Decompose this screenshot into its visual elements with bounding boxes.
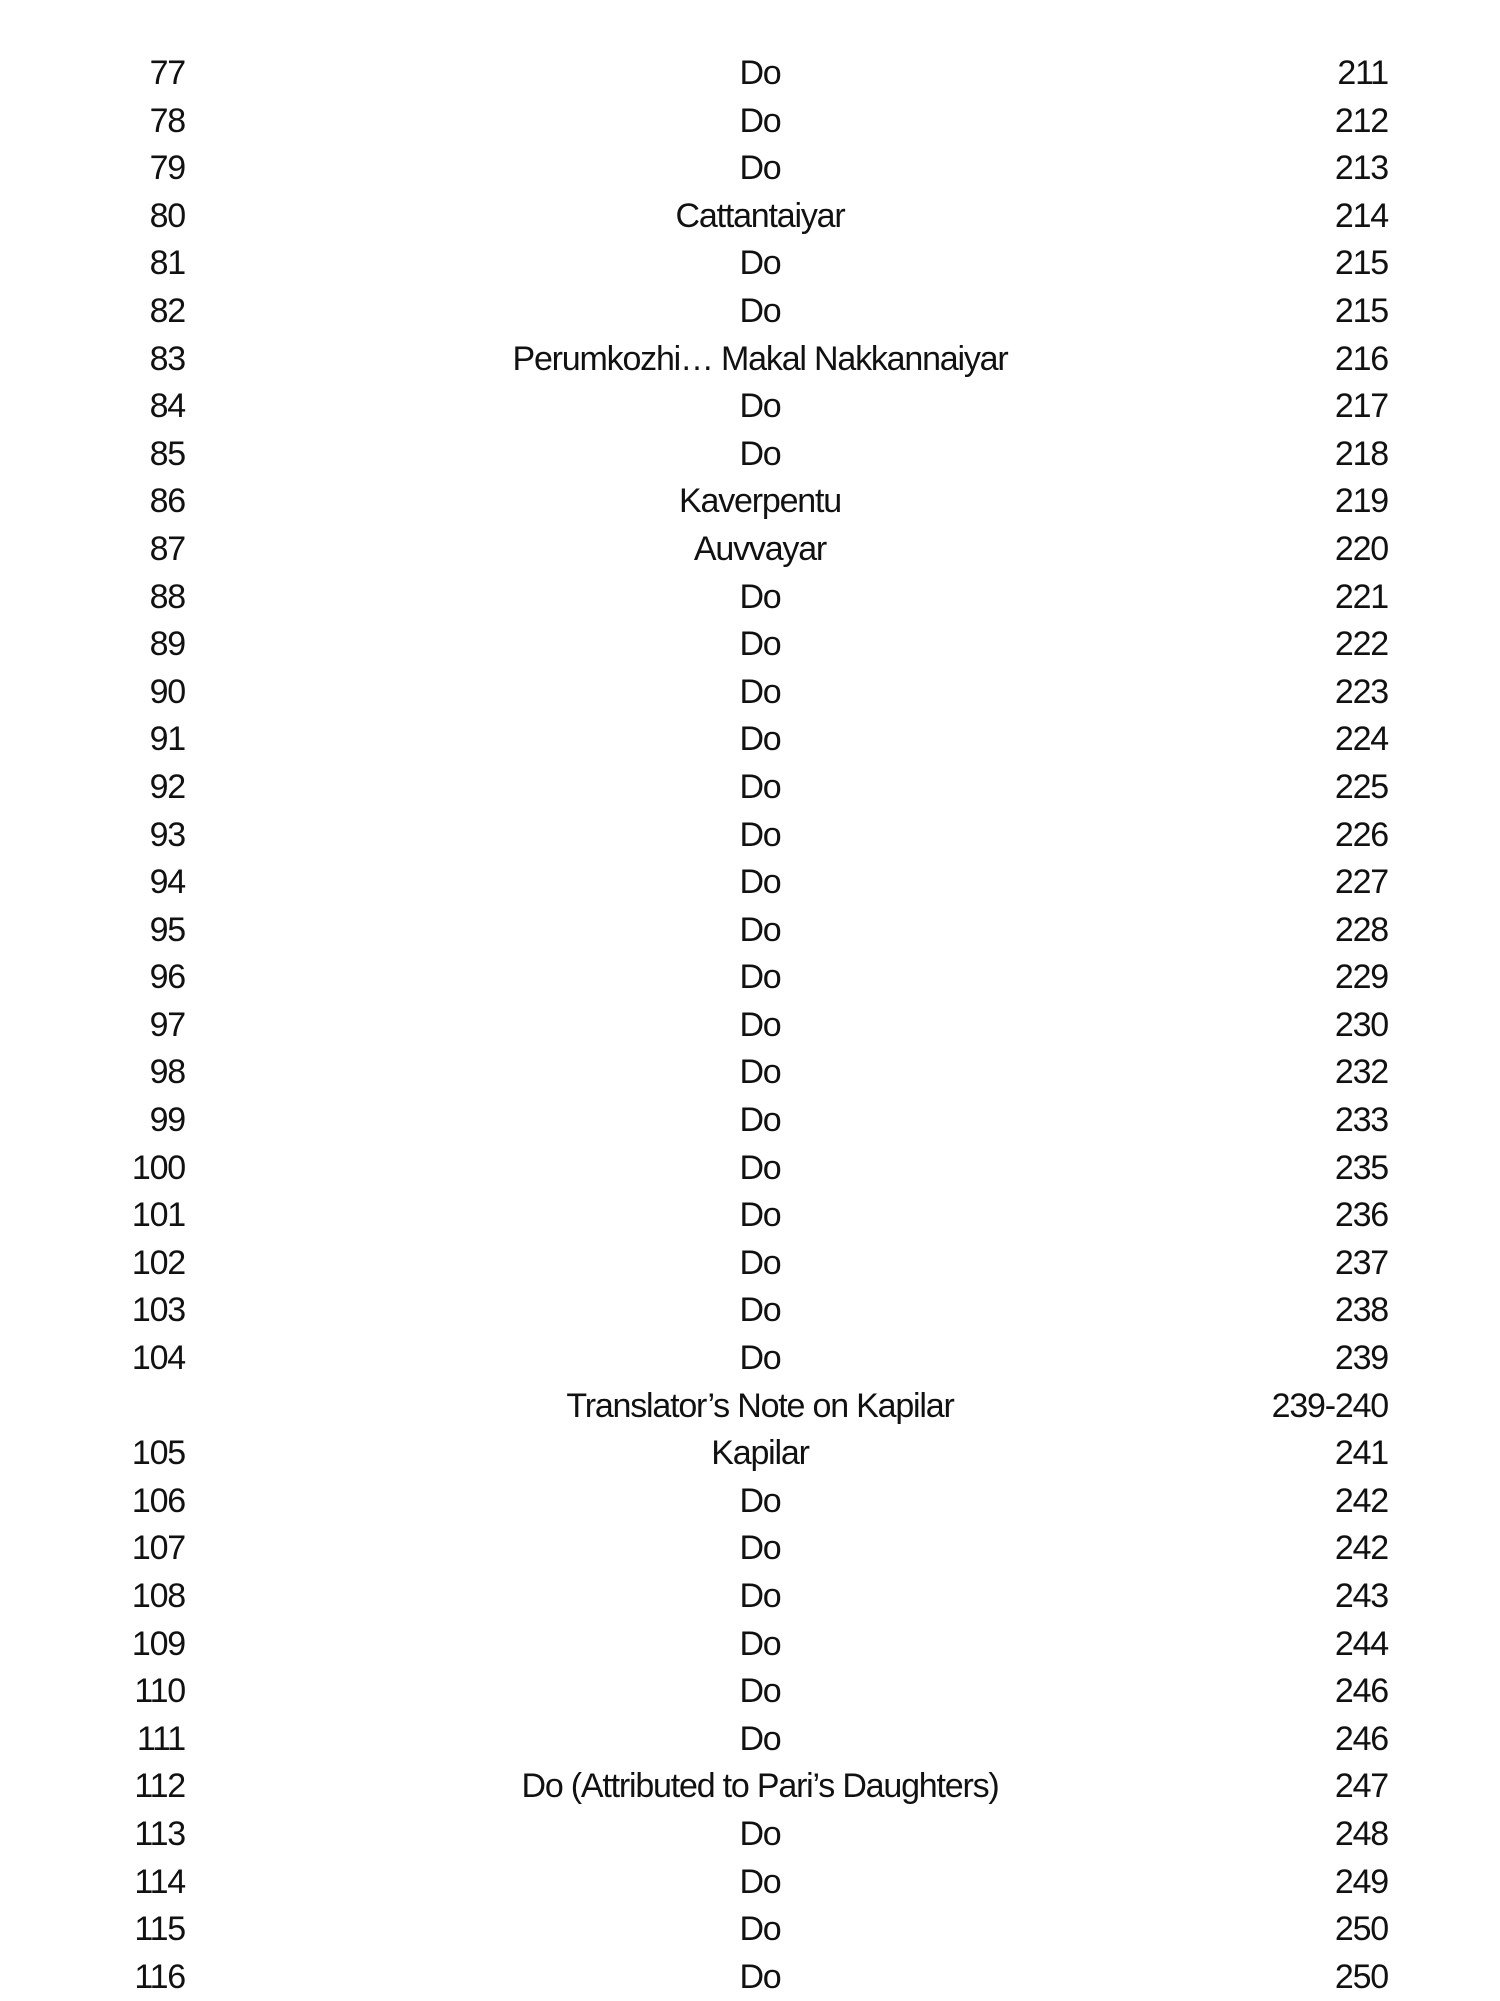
table-row xyxy=(100,669,1400,717)
table-row xyxy=(100,336,1400,384)
poet-name: Do xyxy=(739,625,781,664)
table-row xyxy=(100,1287,1400,1335)
poem-number: 79 xyxy=(149,149,185,188)
poem-number: 107 xyxy=(131,1529,185,1568)
poet-name: Do xyxy=(739,387,781,426)
poem-number: 101 xyxy=(131,1196,185,1235)
poem-number: 99 xyxy=(149,1101,185,1140)
poet-name: Translator’s Note on Kapilar xyxy=(566,1386,954,1425)
poet-name: Do xyxy=(739,863,781,902)
page-number: 215 xyxy=(1334,244,1388,283)
poet-name: Do xyxy=(739,1910,781,1949)
poet-name: Do xyxy=(739,1862,781,1901)
poet-name: Do xyxy=(739,101,781,140)
poem-number: 108 xyxy=(131,1577,185,1615)
table-row xyxy=(100,1145,1400,1193)
poet-name: Do xyxy=(739,149,781,188)
poem-number: 81 xyxy=(149,244,185,283)
table-row xyxy=(100,1049,1400,1097)
table-row xyxy=(100,50,1400,98)
table-row xyxy=(100,478,1400,526)
page-number: 223 xyxy=(1334,672,1388,711)
poet-name: Do xyxy=(739,1624,781,1663)
poet-name: Do xyxy=(739,1291,781,1330)
poet-name: Do xyxy=(739,910,781,949)
poet-name: Perumkozhi… Makal Nakkannaiyar xyxy=(512,339,1008,378)
table-row xyxy=(100,383,1400,431)
poem-number: 96 xyxy=(149,958,185,997)
page-number: 222 xyxy=(1334,625,1388,664)
page-number: 214 xyxy=(1334,196,1388,235)
poet-name: Do xyxy=(739,1339,781,1378)
poem-number: 83 xyxy=(149,339,185,378)
page-number: 246 xyxy=(1334,1719,1388,1758)
poet-name: Do (Attributed to Pari’s Daughters) xyxy=(521,1767,999,1806)
poem-number: 84 xyxy=(149,387,185,426)
table-row xyxy=(100,859,1400,907)
page-number: 211 xyxy=(1337,54,1388,92)
table-row xyxy=(100,907,1400,955)
page-number: 236 xyxy=(1334,1196,1388,1235)
table-row xyxy=(100,1573,1400,1621)
table-row xyxy=(100,716,1400,764)
page-number: 250 xyxy=(1334,1910,1388,1949)
poem-number: 98 xyxy=(149,1053,185,1092)
poem-number: 110 xyxy=(134,1672,185,1711)
table-row xyxy=(100,764,1400,812)
poet-name: Do xyxy=(739,244,781,283)
page-number: 238 xyxy=(1334,1291,1388,1330)
poet-name: Do xyxy=(739,1577,781,1615)
table-row xyxy=(100,240,1400,288)
table-row xyxy=(100,98,1400,146)
table-row xyxy=(100,1192,1400,1240)
poet-name: Do xyxy=(739,720,781,759)
page-number: 246 xyxy=(1334,1672,1388,1711)
poet-name: Do xyxy=(739,1196,781,1235)
poet-name: Auvvayar xyxy=(693,529,827,568)
poet-name: Kaverpentu xyxy=(679,482,841,521)
page-number: 230 xyxy=(1334,1005,1388,1044)
poem-number: 116 xyxy=(134,1957,185,1996)
poet-name: Do xyxy=(739,815,781,854)
poet-name: Do xyxy=(739,1481,781,1520)
poem-number: 78 xyxy=(149,101,185,140)
table-row xyxy=(100,954,1400,1002)
poet-name: Do xyxy=(739,54,781,92)
poem-number: 109 xyxy=(131,1624,185,1663)
poet-name: Do xyxy=(739,577,781,616)
page-number: 226 xyxy=(1334,815,1388,854)
page-number: 212 xyxy=(1334,101,1388,140)
page-number: 219 xyxy=(1334,482,1388,521)
page-number: 224 xyxy=(1334,720,1388,759)
page-number: 220 xyxy=(1334,529,1388,568)
poem-number: 104 xyxy=(131,1339,185,1378)
table-row xyxy=(100,1763,1400,1811)
poet-name: Kapilar xyxy=(711,1434,809,1473)
page-number: 232 xyxy=(1334,1053,1388,1092)
page-number: 218 xyxy=(1334,434,1388,473)
poem-number: 106 xyxy=(131,1481,185,1520)
table-row xyxy=(100,1430,1400,1478)
page-number: 235 xyxy=(1334,1148,1388,1187)
table-row xyxy=(100,1811,1400,1859)
poet-name: Do xyxy=(739,291,781,330)
poet-name: Cattantaiyar xyxy=(675,196,845,235)
poem-number: 115 xyxy=(134,1910,185,1949)
poet-name: Do xyxy=(739,434,781,473)
poem-number: 114 xyxy=(134,1862,185,1901)
table-row xyxy=(100,1621,1400,1669)
page-number: 229 xyxy=(1334,958,1388,997)
poet-name: Do xyxy=(739,1957,781,1996)
poem-number: 92 xyxy=(149,767,185,806)
poem-number: 82 xyxy=(149,291,185,330)
table-row xyxy=(100,1668,1400,1716)
table-row xyxy=(100,1097,1400,1145)
poem-number: 90 xyxy=(149,672,185,711)
poem-number: 91 xyxy=(149,720,185,759)
page-number: 213 xyxy=(1334,149,1388,188)
table-row xyxy=(100,812,1400,860)
poet-name: Do xyxy=(739,1672,781,1711)
page-number: 244 xyxy=(1334,1624,1388,1663)
poem-number: 80 xyxy=(149,196,185,235)
poem-number: 94 xyxy=(149,863,185,902)
poem-number: 113 xyxy=(134,1814,185,1853)
poet-name: Do xyxy=(739,1148,781,1187)
table-row xyxy=(100,288,1400,336)
table-row xyxy=(100,1525,1400,1573)
page-number: 216 xyxy=(1334,339,1388,378)
page-number: 239 xyxy=(1334,1339,1388,1378)
poem-number: 97 xyxy=(149,1005,185,1044)
poem-number: 112 xyxy=(134,1767,185,1806)
poem-number: 102 xyxy=(131,1243,185,1282)
page-number: 249 xyxy=(1334,1862,1388,1901)
poem-number: 111 xyxy=(136,1719,185,1758)
poet-name: Do xyxy=(739,1529,781,1568)
page-number: 243 xyxy=(1334,1577,1388,1615)
table-row xyxy=(100,621,1400,669)
poem-number: 95 xyxy=(149,910,185,949)
page-number: 242 xyxy=(1334,1529,1388,1568)
page-number: 250 xyxy=(1334,1957,1388,1996)
page-number: 215 xyxy=(1334,291,1388,330)
table-row xyxy=(100,1478,1400,1526)
page-number: 248 xyxy=(1334,1814,1388,1853)
poet-name: Do xyxy=(739,958,781,997)
poem-number: 105 xyxy=(131,1434,185,1473)
poem-number: 87 xyxy=(149,529,185,568)
table-row xyxy=(100,1240,1400,1288)
table-row xyxy=(100,1383,1400,1431)
table-row xyxy=(100,1954,1400,2001)
poet-name: Do xyxy=(739,1719,781,1758)
poem-number: 85 xyxy=(149,434,185,473)
poem-number: 89 xyxy=(149,625,185,664)
page-number: 225 xyxy=(1334,767,1388,806)
page-number: 221 xyxy=(1334,577,1388,616)
page-number: 227 xyxy=(1334,863,1388,902)
poem-number: 86 xyxy=(149,482,185,521)
poet-name: Do xyxy=(739,1814,781,1853)
contents-table xyxy=(100,50,1400,2001)
poet-name: Do xyxy=(739,1005,781,1044)
poem-number: 103 xyxy=(131,1291,185,1330)
table-row xyxy=(100,1906,1400,1954)
poet-name: Do xyxy=(739,1053,781,1092)
table-row xyxy=(100,1716,1400,1764)
page-number: 247 xyxy=(1334,1767,1388,1806)
poet-name: Do xyxy=(739,1243,781,1282)
table-row xyxy=(100,574,1400,622)
page-number: 239-240 xyxy=(1271,1386,1388,1425)
poet-name: Do xyxy=(739,1101,781,1140)
page-number: 237 xyxy=(1334,1243,1388,1282)
page-number: 217 xyxy=(1334,387,1388,426)
table-row xyxy=(100,145,1400,193)
page-number: 233 xyxy=(1334,1101,1388,1140)
poem-number: 100 xyxy=(131,1148,185,1187)
table-row xyxy=(100,526,1400,574)
page-number: 241 xyxy=(1334,1434,1388,1473)
poem-number: 88 xyxy=(149,577,185,616)
table-row xyxy=(100,1002,1400,1050)
table-row xyxy=(100,1335,1400,1383)
poet-name: Do xyxy=(739,672,781,711)
poem-number: 93 xyxy=(149,815,185,854)
page-number: 228 xyxy=(1334,910,1388,949)
table-row xyxy=(100,1859,1400,1907)
poet-name: Do xyxy=(739,767,781,806)
poem-number: 77 xyxy=(149,54,185,92)
page-number: 242 xyxy=(1334,1481,1388,1520)
table-row xyxy=(100,193,1400,241)
table-row xyxy=(100,431,1400,479)
